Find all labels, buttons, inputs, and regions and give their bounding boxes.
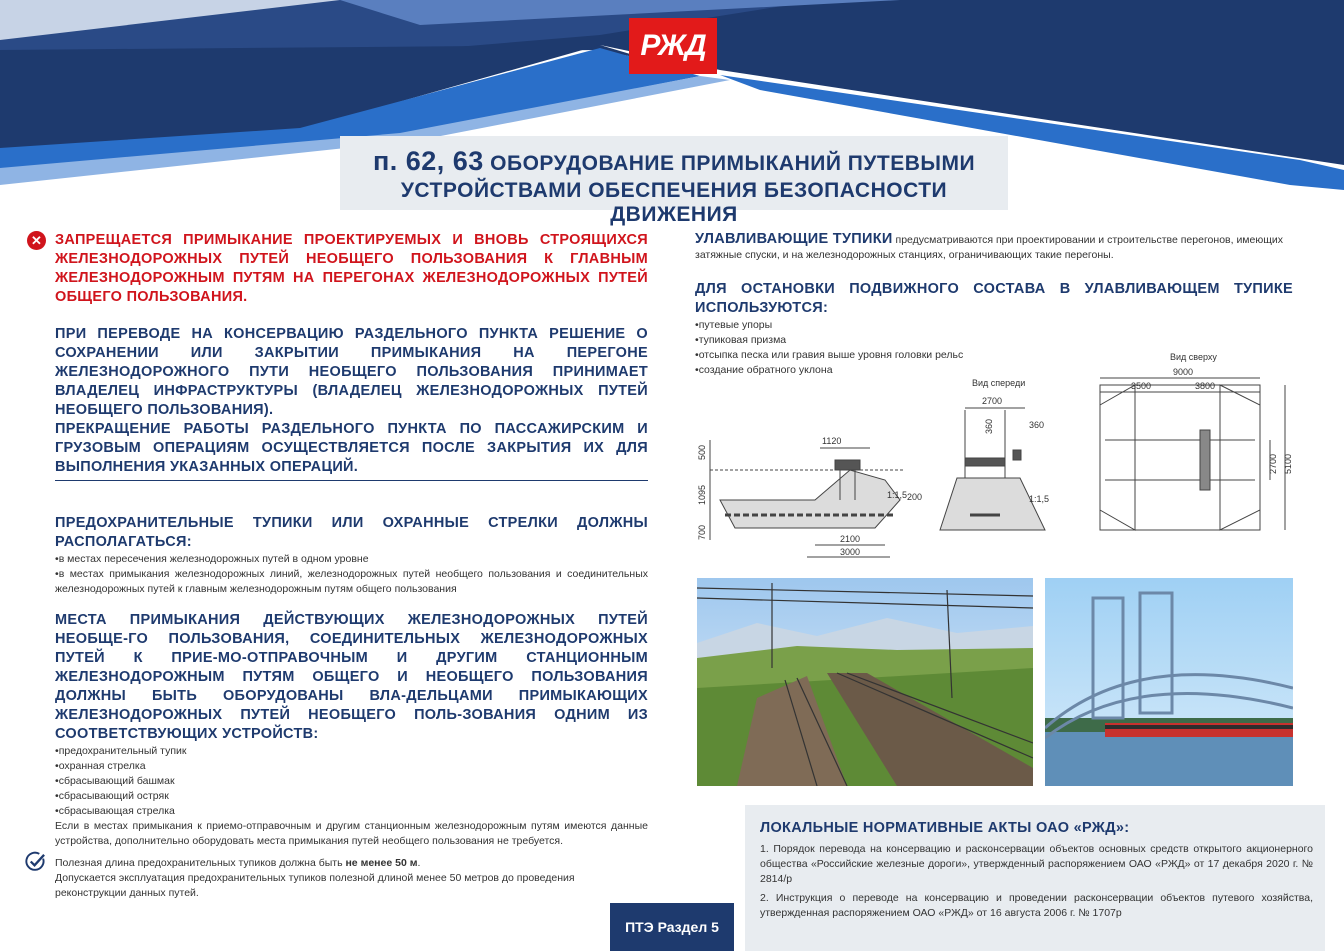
- list-item: • в местах пересечения железнодорожных путей в одном уровне: [55, 552, 648, 567]
- list-item: • сбрасывающий башмак: [55, 774, 648, 789]
- section-tab: ПТЭ Раздел 5: [610, 903, 734, 951]
- safety-heading: ПРЕДОХРАНИТЕЛЬНЫЕ ТУПИКИ ИЛИ ОХРАННЫЕ СТРЕЛКИ ДОЛЖНЫ РАСПОЛАГАТЬСЯ:: [55, 515, 648, 550]
- local-acts-panel: [745, 805, 1325, 951]
- stop-heading: ДЛЯ ОСТАНОВКИ ПОДВИЖНОГО СОСТАВА В УЛАВЛИВАЮЩЕМ ТУПИКЕ ИСПОЛЬЗУЮТСЯ:: [695, 281, 1293, 316]
- dim-200: 200: [907, 492, 923, 502]
- title-line-2: УСТРОЙСТВАМИ ОБЕСПЕЧЕНИЯ БЕЗОПАСНОСТИ ДВИЖЕНИЯ: [400, 179, 948, 226]
- divider: [55, 480, 648, 481]
- dim-ratio-b: 1:1,5: [887, 490, 908, 500]
- safety-block: [55, 514, 648, 597]
- railway-mountain-photo: [697, 578, 1033, 786]
- places-block: [55, 611, 648, 849]
- dim-1095: 1095: [697, 484, 707, 505]
- local-act-2: 2. Инструкция о переводе на консервацию и проведении расконсервации объектов путевого хозяйства, утвержденная распоряжением ОАО «РЖД» от 16 августа 2006 г. № 1707р: [760, 892, 1313, 919]
- railway-bridge-photo: [1045, 578, 1293, 786]
- dim-3000: 3000: [840, 547, 861, 557]
- dim-3800: 3800: [1195, 381, 1216, 391]
- termination-text: ПРЕКРАЩЕНИЕ РАБОТЫ РАЗДЕЛЬНОГО ПУНКТА ПО ПАССАЖИРСКИМ И ГРУЗОВЫМ ОПЕРАЦИЯМ ОСУЩЕСТВЛЯЕТСЯ ПОСЛЕ ЗАКРЫТИЯ ИХ ДЛЯ ВЫПОЛНЕНИЯ УКАЗАННЫХ ОПЕРАЦИЙ.: [55, 421, 648, 475]
- list-item: • сбрасывающий остряк: [55, 789, 648, 804]
- list-item: • путевые упоры: [695, 318, 1293, 333]
- dim-1120: 1120: [822, 436, 842, 446]
- dim-2700b: 2700: [1268, 453, 1278, 474]
- dim-ratio-a: 1:1,5: [1029, 494, 1050, 504]
- safety-list: [55, 552, 648, 597]
- dim-5100: 5100: [1283, 453, 1293, 474]
- places-list: [55, 744, 648, 819]
- local-acts-heading: ЛОКАЛЬНЫЕ НОРМАТИВНЫЕ АКТЫ ОАО «РЖД»:: [760, 820, 1130, 836]
- dim-2700: 2700: [982, 396, 1003, 406]
- dim-360b: 360: [1029, 420, 1045, 430]
- dim-9000: 9000: [1173, 367, 1194, 377]
- conservation-text: ПРИ ПЕРЕВОДЕ НА КОНСЕРВАЦИЮ РАЗДЕЛЬНОГО ПУНКТА РЕШЕНИЕ О СОХРАНЕНИИ ИЛИ ЗАКРЫТИИ ПРИМЫКАНИЯ НА ПЕРЕГОНЕ ЖЕЛЕЗНОДОРОЖНОГО ПУТИ НЕОБЩЕГО ПОЛЬЗОВАНИЯ ПРИНИМАЕТ ВЛАДЕЛЕЦ ИНФРАСТРУКТУРЫ (ВЛАДЕЛЕЦ ЖЕЛЕЗНОДОРОЖНЫХ ПУТЕЙ НЕОБЩЕГО ПОЛЬЗОВАНИЯ).: [55, 326, 648, 418]
- list-item: • предохранительный тупик: [55, 744, 648, 759]
- label-front-view: Вид спереди: [972, 378, 1026, 388]
- check-circle-icon: [25, 851, 46, 872]
- dim-500: 500: [697, 444, 707, 460]
- list-item: • создание обратного уклона: [695, 363, 1293, 378]
- label-top-view: Вид сверху: [1170, 352, 1217, 362]
- dead-end-drawing: [695, 350, 1305, 565]
- length-value: не менее 50 м: [345, 857, 418, 869]
- dim-2100: 2100: [840, 534, 861, 544]
- catch-title: УЛАВЛИВАЮЩИЕ ТУПИКИ: [695, 231, 893, 247]
- places-heading: МЕСТА ПРИМЫКАНИЯ ДЕЙСТВУЮЩИХ ЖЕЛЕЗНОДОРОЖНЫХ ПУТЕЙ НЕОБЩЕ-ГО ПОЛЬЗОВАНИЯ, СОЕДИНИТЕЛЬНЫХ ЖЕЛЕЗНОДОРОЖНЫХ ПУТЕЙ К ПРИЕ-МО-ОТПРАВОЧНЫМ И ДРУГИМ СТАНЦИОННЫМ ЖЕЛЕЗНОДОРОЖНЫМ ПУТЯМ ОБЩЕГО И НЕОБЩЕГО ПОЛЬЗОВАНИЯ ДОЛЖНЫ БЫТЬ ОБОРУДОВАНЫ ВЛА-ДЕЛЬЦАМИ ПРИМЫКАЮЩИХ ЖЕЛЕЗНОДОРОЖНЫХ ПУТЕЙ НЕОБЩЕГО ПОЛЬ-ЗОВАНИЯ ОДНИМ ИЗ СООТВЕТСТВУЮЩИХ УСТРОЙСТВ:: [55, 612, 648, 742]
- list-item: • охранная стрелка: [55, 759, 648, 774]
- prohibition-icon: ✕: [27, 231, 46, 250]
- title-line-1: ОБОРУДОВАНИЕ ПРИМЫКАНИЙ ПУТЕВЫМИ: [490, 152, 976, 175]
- prohibition-text: ЗАПРЕЩАЕТСЯ ПРИМЫКАНИЕ ПРОЕКТИРУЕМЫХ И ВНОВЬ СТРОЯЩИХСЯ ЖЕЛЕЗНОДОРОЖНЫХ ПУТЕЙ НЕОБЩЕГО ПОЛЬЗОВАНИЯ К ГЛАВНЫМ ЖЕЛЕЗНОДОРОЖНЫМ ПУТЯМ НА ПЕРЕГОНАХ ЖЕЛЕЗНОДОРОЖНЫХ ПУТЕЙ ОБЩЕГО ПОЛЬЗОВАНИЯ.: [55, 232, 648, 305]
- length-prefix: Полезная длина предохранительных тупиков должна быть: [55, 857, 346, 869]
- catch-text: предусматриваются при проектировании и строительстве перегонов, имеющих затяжные спуски, и на железнодорожных станциях, ограничивающих такие перегоны.: [695, 234, 1283, 261]
- page-title: [340, 136, 1008, 226]
- length-block: [55, 856, 648, 901]
- dim-360a: 360: [984, 418, 994, 434]
- catch-block: [695, 232, 1293, 263]
- list-item: • тупиковая призма: [695, 333, 1293, 348]
- dim-3500: 3500: [1131, 381, 1152, 391]
- rzd-logo: РЖД: [629, 18, 717, 74]
- prohibition-block: [55, 231, 648, 307]
- list-item: • в местах примыкания железнодорожных линий, железнодорожных путей необщего пользования и соединительных железнодорожных путей к главным железнодорожным путям общего пользования: [55, 567, 648, 597]
- length-note: Допускается эксплуатация предохранительных тупиков полезной длиной менее 50 метров до проведения реконструкции данных путей.: [55, 872, 575, 899]
- places-note: Если в местах примыкания к приемо-отправочным и другим станционным железнодорожным путям имеются данные устройства, дополнительно оборудовать места примыкания путей необщего пользования не требуется.: [55, 820, 648, 847]
- local-act-1: 1. Порядок перевода на консервацию и расконсервации объектов основных средств открытого акционерного общества «Российские железные дороги», утвержденный распоряжением ОАО «РЖД» от 17 декабря 2020 г. № 2814/р: [760, 843, 1313, 885]
- length-suffix: .: [417, 857, 421, 869]
- dim-700: 700: [697, 524, 707, 540]
- conservation-block: [55, 325, 648, 477]
- list-item: • сбрасывающая стрелка: [55, 804, 648, 819]
- clause-number: п. 62, 63: [372, 146, 484, 176]
- list-item: • отсыпка песка или гравия выше уровня головки рельс: [695, 348, 1293, 363]
